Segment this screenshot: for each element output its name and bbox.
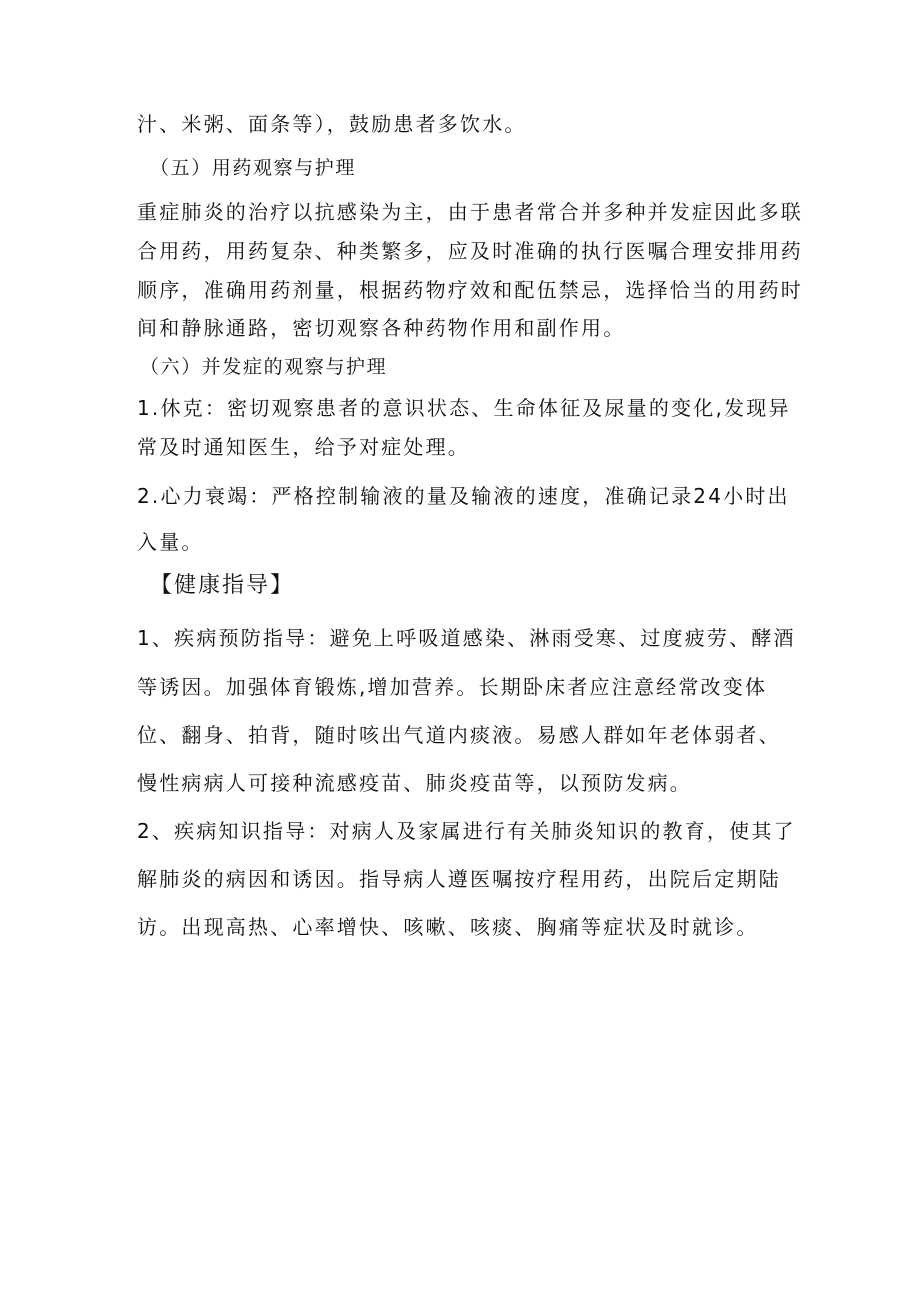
paragraph-shock-line-1: 1.休克：密切观察患者的意识状态、生命体征及尿量的变化,发现异 bbox=[137, 396, 791, 420]
paragraph-prevention-line-2: 等诱因。加强体育锻炼,增加营养。长期卧床者应注意经常改变体 bbox=[137, 675, 768, 699]
paragraph-heart-failure-line-2: 入量。 bbox=[137, 530, 204, 554]
paragraph-prevention-line-1: 1、疾病预防指导：避免上呼吸道感染、淋雨受寒、过度疲劳、酵酒 bbox=[137, 626, 796, 650]
paragraph-medication-line-1: 重症肺炎的治疗以抗感染为主，由于患者常合并多种并发症因此多联 bbox=[137, 200, 803, 224]
paragraph-knowledge-line-1: 2、疾病知识指导：对病人及家属进行有关肺炎知识的教育，使其了 bbox=[137, 819, 796, 843]
paragraph-prevention-line-3: 位、翻身、拍背，随时咳出气道内痰液。易感人群如年老体弱者、 bbox=[137, 723, 781, 747]
paragraph-medication-line-3: 顺序，准确用药剂量，根据药物疗效和配伍禁忌，选择恰当的用药时 bbox=[137, 278, 803, 302]
paragraph-knowledge-line-3: 访。出现高热、心率增快、咳嗽、咳痰、胸痛等症状及时就诊。 bbox=[137, 915, 759, 939]
paragraph-knowledge-line-2: 解肺炎的病因和诱因。指导病人遵医嘱按疗程用药，出院后定期陆 bbox=[137, 867, 781, 891]
paragraph-shock-line-2: 常及时通知医生，给予对症处理。 bbox=[137, 435, 470, 459]
section-heading-health-guidance: 【健康指导】 bbox=[150, 573, 295, 598]
paragraph-heart-failure-line-1: 2.心力衰竭：严格控制输液的量及输液的速度，准确记录24小时出 bbox=[137, 484, 790, 508]
paragraph-medication-line-4: 间和静脉通路，密切观察各种药物作用和副作用。 bbox=[137, 316, 626, 340]
paragraph-prevention-line-4: 慢性病病人可接种流感疫苗、肺炎疫苗等，以预防发病。 bbox=[137, 771, 692, 795]
section-heading-complications: （六）并发症的观察与护理 bbox=[140, 356, 388, 378]
paragraph-medication-line-2: 合用药，用药复杂、种类繁多，应及时准确的执行医嘱合理安排用药 bbox=[137, 239, 803, 263]
paragraph-diet-continuation: 汁、米粥、面条等），鼓励患者多饮水。 bbox=[137, 112, 527, 136]
section-heading-medication: （五）用药观察与护理 bbox=[150, 157, 357, 179]
